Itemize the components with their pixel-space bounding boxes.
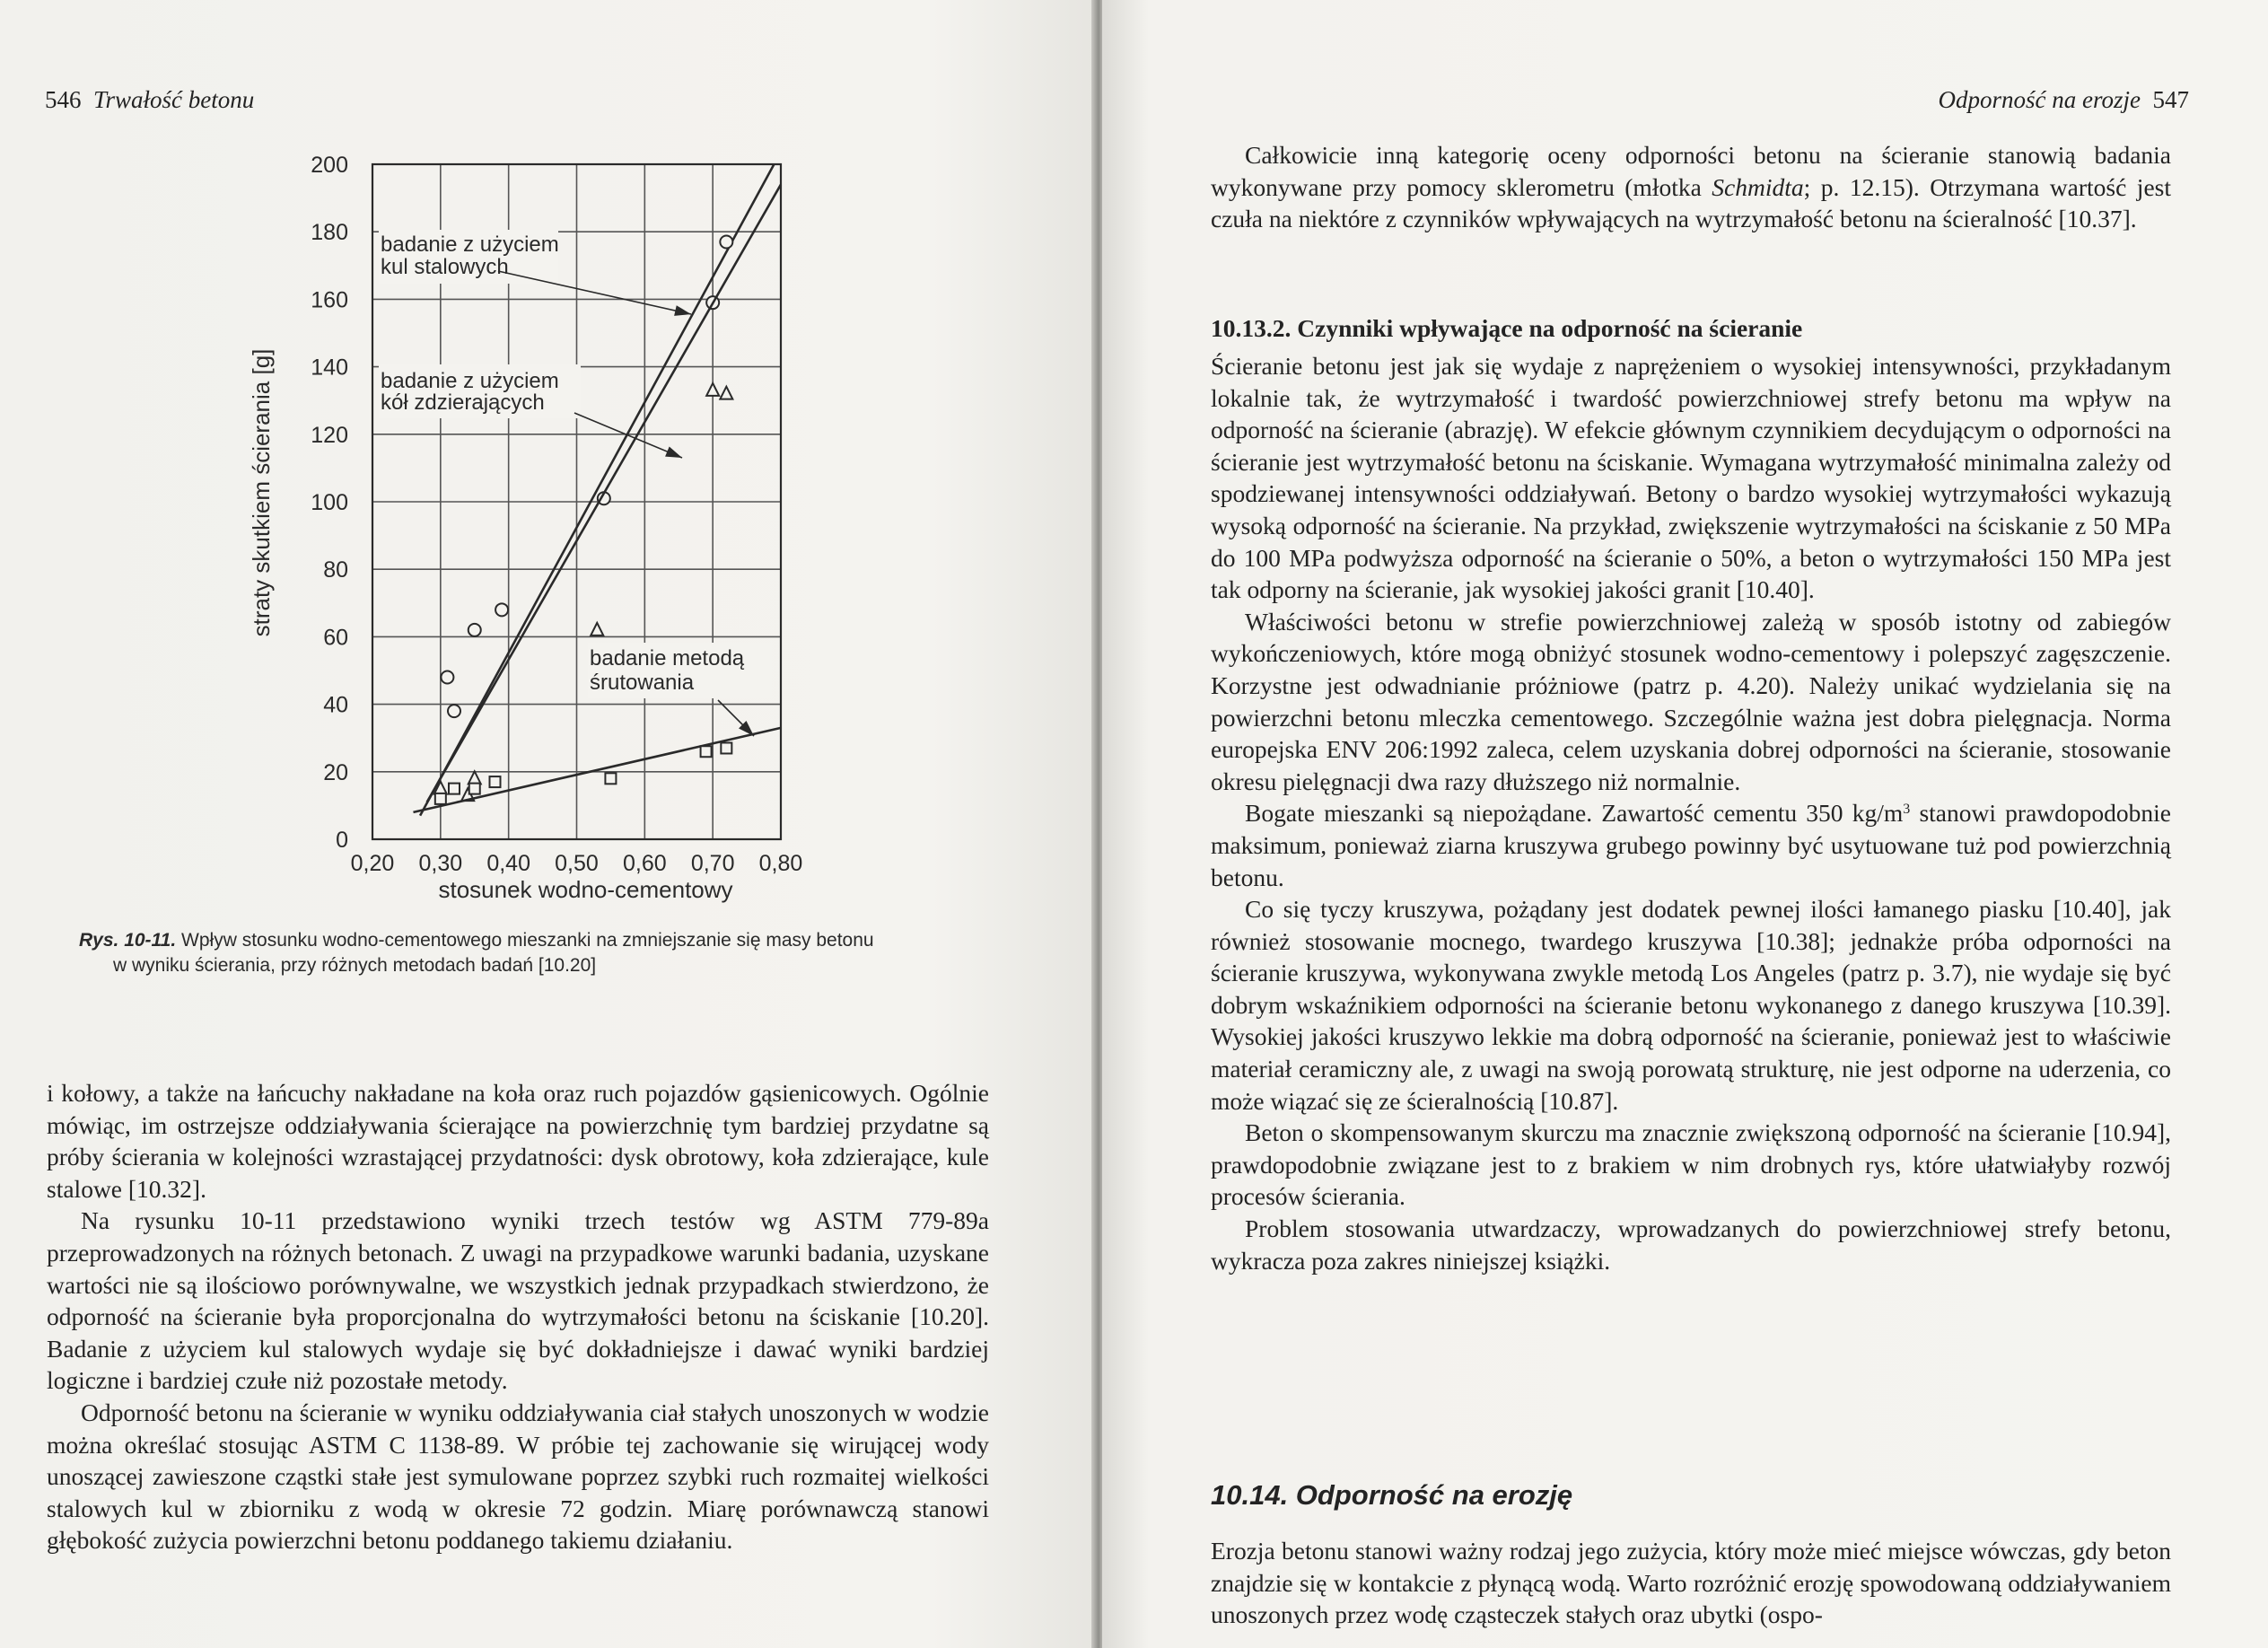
x-tick-label: 0,70	[690, 851, 735, 876]
x-tick-label: 0,20	[350, 851, 395, 876]
y-tick-label: 20	[323, 759, 348, 785]
left-body-text	[47, 1077, 989, 1556]
section-2-text	[1211, 1535, 2171, 1631]
right-intro-text	[1211, 139, 2171, 235]
section-1-paragraph-4: Co się tyczy kruszywa, pożądany jest dodatek pewnej ilości łamanego piasku [10.40], jak również stosowanie mocnego, twardego kruszywa [10.38]; jednakże próba odporności na ścieranie kruszywa, wykonywana zwykle metodą Los Angeles (patrz p. 3.7), nie wydaje się być dobrym wskaźnikiem odporności na ścieranie betonu wykonanego z danego kruszywa [10.39]. Wysokiej jakości kruszywo lekkie ma dobrą odporność na ścieranie, ponieważ jest to właściwie materiał ceramiczny ale, z uwagi na swoją porowatą strukturę, nie jest odporne na uderzenia, co może wiązać się ze ścieralnością [10.87].	[1211, 895, 2171, 1115]
series-label-line-1: badanie z użyciem	[381, 369, 559, 393]
p3-text-b: stanowi prawdopodobnie maksimum, ponieważ ziarna kruszywa grubego powinny być usytuowane tuż pod powierzchnią betonu.	[1211, 799, 2171, 891]
section-heading-10-13-2: 10.13.2. Czynniki wpływające na odporność na ścieranie	[1211, 314, 1803, 342]
p3-text-a: Bogate mieszanki są niepożądane. Zawartość cementu 350 kg/m	[1245, 799, 1904, 828]
caption-line-2: w wyniku ścierania, przy różnych metodach badań [10.20]	[113, 955, 597, 976]
square-marker	[721, 742, 731, 753]
y-tick-label: 140	[311, 355, 348, 381]
series-label-line-2: kół zdzierających	[381, 390, 545, 415]
x-tick-label: 0,80	[758, 851, 803, 876]
p3-superscript: 3	[1903, 802, 1911, 818]
circle-marker	[441, 671, 453, 684]
caption-label: Rys. 10-11.	[79, 930, 177, 951]
section-heading-10-14: 10.14. Odporność na erozję	[1211, 1479, 1573, 1511]
triangle-marker	[720, 387, 732, 399]
x-tick-label: 0,60	[622, 851, 667, 876]
y-tick-label: 60	[323, 625, 348, 651]
chart-svg	[0, 0, 1097, 925]
label-pointer-arrowhead	[665, 447, 682, 458]
square-marker	[469, 784, 480, 794]
square-marker	[490, 776, 501, 787]
y-axis-label: straty skutkiem ścierania [g]	[248, 348, 275, 637]
y-tick-label: 40	[323, 692, 348, 718]
left-page	[0, 0, 1097, 1648]
triangle-marker	[706, 383, 719, 396]
series-label-line-1: badanie z użyciem	[381, 232, 559, 257]
series-label-line-2: kul stalowych	[381, 255, 509, 279]
figure-10-11	[0, 0, 1097, 929]
series-label-line-2: śrutowania	[590, 671, 695, 695]
section-2-paragraph-1: Erozja betonu stanowi ważny rodzaj jego zużycia, który może mieć miejsce wówczas, gdy beton znajdzie się w kontakcie z płynącą wodą. Warto rozróżnić erozję spowodowaną oddziaływaniem unoszonych przez wodę cząsteczek stałych oraz ubytki (ospo-	[1211, 1537, 2171, 1629]
section-1-paragraph-1: Ścieranie betonu jest jak się wydaje z naprężeniem o wysokiej intensywności, przykładanym lokalnie tak, że wytrzymałość i twardość powierzchniowej strefy betonu ma wpływ na odporność na ścieranie (abrazję). W efekcie głównym czynnikiem decydującym o odporności na ścieranie jest wytrzymałość betonu na ściskanie. Wymagana wytrzymałość minimalna zależy od spodziewanej intensywności oddziaływań. Betony o bardzo wysokiej wytrzymałości wykazują wysoką odporność na ścieranie. Na przykład, zwiększenie wytrzymałości na ściskanie z 50 MPa do 100 MPa podwyższa odporność na ścieranie o 50%, a beton o wytrzymałości 150 MPa jest tak odporny na ścieranie, jak wysokiej jakości granit [10.40].	[1211, 352, 2171, 604]
series-label-line-1: badanie metodą	[590, 646, 745, 671]
label-pointer-arrowhead	[674, 305, 691, 316]
y-tick-label: 120	[311, 422, 348, 448]
right-running-title: Odporność na erozje	[1938, 86, 2141, 113]
right-intro-paragraph	[1211, 139, 2171, 235]
y-tick-label: 100	[311, 490, 348, 515]
left-running-title: Trwałość betonu	[93, 86, 255, 113]
left-paragraph-1: i kołowy, a także na łańcuchy nakładane na koła oraz ruch pojazdów gąsienicowych. Ogólnie mówiąc, im ostrzejsze oddziaływania ścierające na powierzchnię tym bardziej przydatne są próby ścierania w kolejności wzrastającej przydatności: dysk obrotowy, koła zdzierające, kule stalowe [10.32].	[47, 1079, 989, 1203]
x-tick-label: 0,40	[486, 851, 531, 876]
label-pointer-line	[498, 271, 691, 314]
y-tick-label: 180	[311, 220, 348, 246]
section-1-paragraph-5: Beton o skompensowanym skurczu ma znacznie zwiększoną odporność na ścieranie [10.94], prawdopodobnie związane jest to z brakiem w nim drobnych rys, które ułatwiałyby rozwój procesów ścierania.	[1211, 1118, 2171, 1211]
circle-marker	[448, 705, 460, 717]
square-marker	[605, 773, 616, 784]
left-paragraph-2: Na rysunku 10-11 przedstawiono wyniki trzech testów wg ASTM 779-89a przeprowadzonych na różnych betonach. Z uwagi na przypadkowe warunki badania, uzyskane wartości nie są ilościowo porównywalne, we wszystkich jednak przypadkach stwierdzono, że odporność na ścieranie była proporcjonalna do wytrzymałości betonu na ściskanie [10.20]. Badanie z użyciem kul stalowych wydaje się być dokładniejsze i dawać wyniki bardziej logiczne i bardziej czułe niż pozostałe metody.	[47, 1206, 989, 1395]
intro-text-a: Całkowicie inną kategorię oceny odporności betonu na ścieranie stanowią badania wykonywane przy pomocy sklerometru (młotka	[1211, 141, 2171, 201]
right-page-number: 547	[2152, 86, 2189, 113]
y-tick-label: 200	[311, 153, 348, 178]
y-tick-label: 160	[311, 287, 348, 313]
section-1-text	[1211, 350, 2171, 1276]
intro-text-italic: Schmidta	[1712, 172, 1804, 201]
caption-line-1: Wpływ stosunku wodno-cementowego mieszanki na zmniejszanie się masy betonu	[181, 930, 874, 951]
y-tick-label: 80	[323, 557, 348, 583]
left-page-number: 546	[45, 86, 82, 113]
x-axis-label: stosunek wodno-cementowy	[438, 876, 733, 903]
circle-marker	[495, 603, 508, 616]
intro-text-b: ; p. 12.15). Otrzymana wartość jest czuła na niektóre z czynników wpływających na wytrzymałość betonu na ścieralność [10.37].	[1211, 172, 2171, 233]
square-marker	[701, 746, 712, 757]
right-running-head	[1939, 86, 2189, 114]
figure-caption	[79, 928, 985, 978]
section-1-paragraph-2: Właściwości betonu w strefie powierzchniowej zależą w sposób istotny od zabiegów wykończeniowych, które mogą obniżyć stosunek wodno-cementowy i polepszyć zagęszczenie. Korzystne jest odwadnianie próżniowe (patrz p. 4.20). Należy unikać wydzielania się na powierzchni betonu mleczka cementowego. Szczególnie ważna jest dobra pielęgnacja. Norma europejska ENV 206:1992 zaleca, celem uzyskania dobrej odporności na ścieranie, stosowanie okresu pielęgnacji dwa razy dłuższego niż normalnie.	[1211, 607, 2171, 795]
circle-marker	[468, 624, 481, 636]
trend-line-2	[414, 728, 782, 812]
square-marker	[435, 793, 446, 804]
circle-marker	[720, 235, 732, 248]
section-1-paragraph-6: Problem stosowania utwardzaczy, wprowadzanych do powierzchniowej strefy betonu, wykracza poza zakres niniejszej książki.	[1211, 1214, 2171, 1275]
x-tick-label: 0,30	[418, 851, 463, 876]
annotation-triangle-marker	[591, 623, 603, 636]
y-tick-label: 0	[336, 828, 348, 853]
section-1-paragraph-3	[1211, 797, 2171, 893]
x-tick-label: 0,50	[555, 851, 599, 876]
square-marker	[449, 784, 460, 794]
left-paragraph-3: Odporność betonu na ścieranie w wyniku oddziaływania ciał stałych unoszonych w wodzie można określać stosując ASTM C 1138-89. W próbie tej zachowanie się wirującej wody unoszącej zawieszone cząstki stałe jest symulowane poprzez szybki ruch rozmaitej wielkości stalowych kul w zbiorniku z wodą w okresie 72 godzin. Miarę porównawczą stanowi głębokość zużycia powierzchni betonu poddanego takiemu działaniu.	[47, 1398, 989, 1555]
triangle-marker	[468, 771, 481, 784]
